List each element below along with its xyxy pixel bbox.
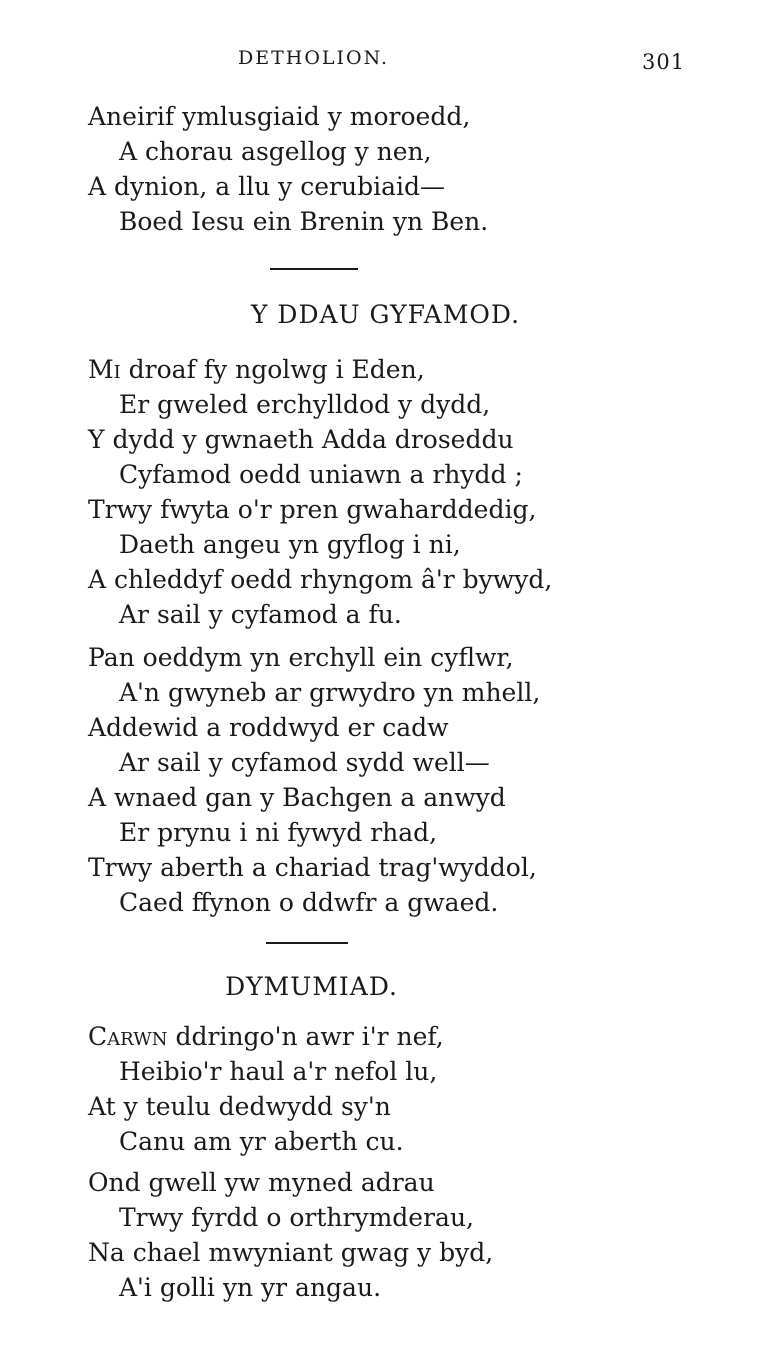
verse-line: Pan oeddym yn erchyll ein cyflwr,	[88, 643, 514, 672]
poem-1-stanza	[88, 99, 728, 239]
verse-line: Ar sail y cyfamod a fu.	[119, 600, 402, 629]
section-divider	[266, 942, 348, 944]
verse-line	[88, 1019, 728, 1054]
poem-title: Y DDAU GYFAMOD.	[250, 300, 521, 329]
verse-line: A'i golli yn yr angau.	[119, 1273, 382, 1302]
verse-line: Addewid a roddwyd er cadw	[88, 713, 449, 742]
verse-line: Er prynu i ni fywyd rhad,	[119, 818, 438, 847]
verse-line: Canu am yr aberth cu.	[119, 1127, 404, 1156]
verse-line: A chorau asgellog y nen,	[119, 137, 432, 166]
verse-line: Er gweled erchylldod y dydd,	[119, 390, 491, 419]
verse-line: A wnaed gan y Bachgen a anwyd	[88, 783, 506, 812]
verse-line: Trwy aberth a chariad trag'wyddol,	[88, 853, 537, 882]
verse-line: At y teulu dedwydd sy'n	[88, 1092, 391, 1121]
verse-line: A dynion, a llu y cerubiaid—	[88, 172, 445, 201]
verse-line: Cyfamod oedd uniawn a rhydd ;	[119, 460, 523, 489]
verse-line: Heibio'r haul a'r nefol lu,	[119, 1057, 438, 1086]
poem-2-stanza-1	[88, 352, 728, 632]
section-divider	[270, 268, 358, 270]
verse-line: Trwy fyrdd o orthrymderau,	[119, 1203, 475, 1232]
verse-line-rest: ddringo'n awr i'r nef,	[167, 1022, 444, 1051]
verse-line: Y dydd y gwnaeth Adda droseddu	[88, 425, 514, 454]
verse-line: Trwy fwyta o'r pren gwaharddedig,	[88, 495, 537, 524]
poem-title: DYMUMIAD.	[225, 972, 398, 1001]
verse-line: A chleddyf oedd rhyngom â'r bywyd,	[88, 565, 553, 594]
verse-line: Ond gwell yw myned adrau	[88, 1168, 435, 1197]
verse-line: Boed Iesu ein Brenin yn Ben.	[119, 207, 489, 236]
verse-line: Caed ffynon o ddwfr a gwaed.	[119, 888, 499, 917]
verse-line: Daeth angeu yn gyflog i ni,	[119, 530, 461, 559]
verse-line: Ar sail y cyfamod sydd well—	[119, 748, 490, 777]
running-title: DETHOLION.	[238, 47, 390, 69]
verse-initial: Carwn	[88, 1022, 168, 1051]
poem-2-stanza-2	[88, 640, 728, 920]
verse-line-rest: droaf fy ngolwg i Eden,	[120, 355, 425, 384]
verse-line: Aneirif ymlusgiaid y moroedd,	[88, 102, 471, 131]
running-head	[0, 47, 779, 73]
verse-line: Na chael mwyniant gwag y byd,	[88, 1238, 494, 1267]
page-number: 301	[642, 50, 686, 74]
verse-initial: Mi	[88, 355, 121, 384]
poem-3-stanza-1	[88, 1019, 728, 1159]
verse-line: A'n gwyneb ar grwydro yn mhell,	[119, 678, 541, 707]
poem-3-stanza-2	[88, 1165, 728, 1305]
verse-line	[88, 352, 728, 387]
